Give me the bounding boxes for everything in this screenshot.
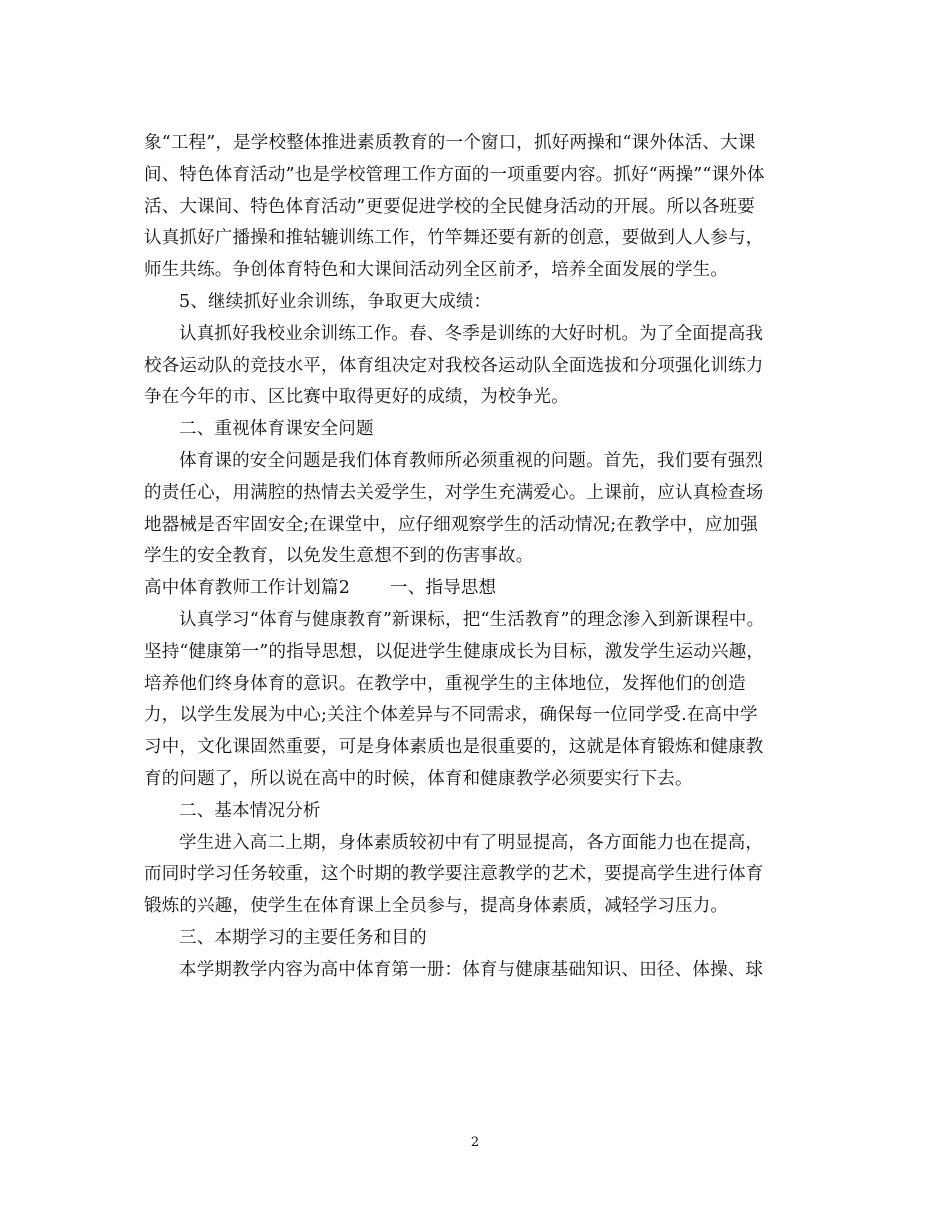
section-heading-guiding-thought: 一、指导思想 [390,578,497,599]
page-number: 2 [470,1135,480,1150]
text-line-24: 而同时学习任务较重，这个时期的教学要注意教学的艺术，要提高学生进行体育 [144,864,764,885]
text-line-9: 争在今年的市、区比赛中取得更好的成绩，为校争光。 [144,387,569,408]
text-line-5: 师生共练。争创体育特色和大课间活动列全区前矛，培养全面发展的学生。 [144,260,729,281]
document-body [144,128,804,987]
text-line-7: 认真抓好我校业余训练工作。春、冬季是训练的大好时机。为了全面提高我 [179,323,764,344]
text-line-8: 校各运动队的竞技水平，体育组决定对我校各运动队全面选拔和分项强化训练力 [144,355,764,376]
text-line-16: 认真学习“体育与健康教育”新课标，把“生活教育”的理念渗入到新课程中。 [179,609,765,630]
text-line-17: 坚持“健康第一”的指导思想，以促进学生健康成长为目标，激发学生运动兴趣， [144,641,765,662]
text-line-11: 体育课的安全问题是我们体育教师所必须重视的问题。首先，我们要有强烈 [179,450,764,471]
section-heading-situation: 二、基本情况分析 [179,800,321,821]
section-heading-safety: 二、重视体育课安全问题 [179,419,374,440]
text-line-12: 的责任心，用满腔的热情去关爱学生，对学生充满爱心。上课前，应认真检查场 [144,482,764,503]
text-line-19: 力，以学生发展为中心;关注个体差异与不同需求，确保每一位同学受.在高中学 [144,705,758,726]
article-title-line [144,573,804,605]
section-heading-training: 5、继续抓好业余训练，争取更大成绩： [179,291,492,312]
text-line-13: 地器械是否牢固安全;在课堂中，应仔细观察学生的活动情况;在教学中，应加强 [144,514,758,535]
text-line-2: 间、特色体育活动”也是学校管理工作方面的一项重要内容。抓好“两操”“课外体 [144,164,765,185]
text-line-21: 育的问题了，所以说在高中的时候，体育和健康教学必须要实行下去。 [144,768,693,789]
text-line-4: 认真抓好广播操和推轱辘训练工作，竹竿舞还要有新的创意，要做到人人参与， [144,228,764,249]
section-heading-tasks: 三、本期学习的主要任务和目的 [179,927,427,948]
text-line-14: 学生的安全教育，以免发生意想不到的伤害事故。 [144,546,534,567]
text-line-20: 习中，文化课固然重要，可是身体素质也是很重要的，这就是体育锻炼和健康教 [144,737,764,758]
text-line-3: 活、大课间、特色体育活动”更要促进学校的全民健身活动的开展。所以各班要 [144,196,755,217]
text-line-23: 学生进入高二上期，身体素质较初中有了明显提高，各方面能力也在提高， [179,832,764,853]
article-title: 高中体育教师工作计划篇2 [144,578,351,599]
text-line-1: 象“工程”，是学校整体推进素质教育的一个窗口，抓好两操和“课外体活、大课 [144,133,756,153]
text-line-18: 培养他们终身体育的意识。在教学中，重视学生的主体地位，发挥他们的创造 [144,673,746,694]
text-line-25: 锻炼的兴趣，使学生在体育课上全员参与，提高身体素质，减轻学习压力。 [144,896,729,917]
text-line-27: 本学期教学内容为高中体育第一册：体育与健康基础知识、田径、体操、球 [179,959,764,980]
